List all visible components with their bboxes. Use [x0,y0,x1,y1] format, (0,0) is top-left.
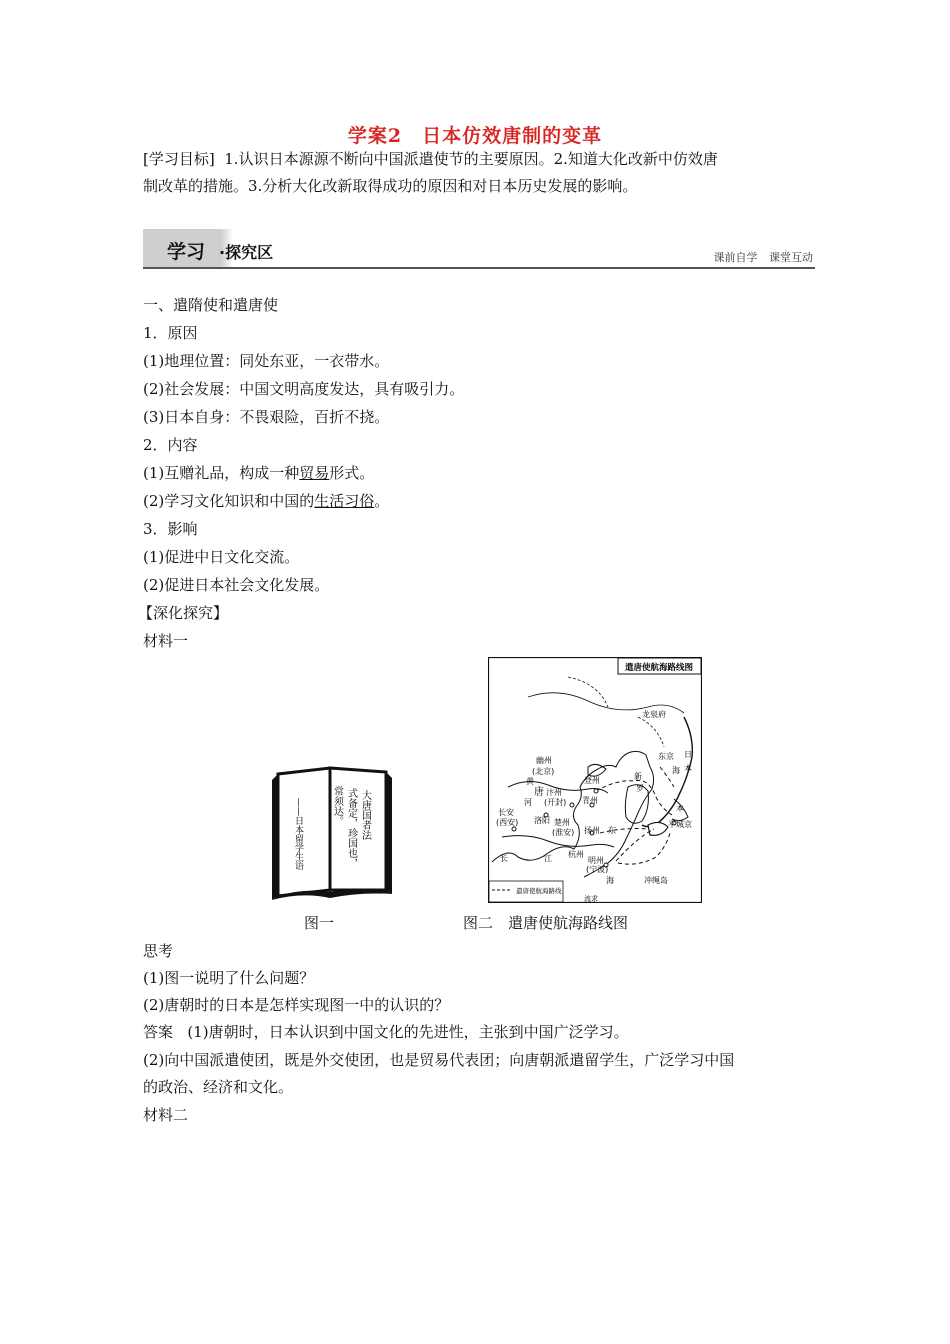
heading-content: 2．内容 [143,436,198,454]
deep-explore-heading: 【深化探究】 [138,604,229,622]
section-bar-sub: ·探究区 [219,243,274,262]
section-bar-right: 课前自学 课堂互动 [713,251,813,264]
label-kaifeng: (开封) [544,798,567,807]
label-yangzhou: 扬州 [584,826,600,835]
answer-1 [143,1021,629,1042]
answer-1-text: (1)唐朝时，日本认识到中国文化的先进性，主张到中国广泛学习。 [187,1023,629,1041]
label-huaian: (淮安) [552,828,575,837]
material-1-label: 材料一 [143,632,189,650]
question-2: (2)唐朝时的日本是怎样实现图一中的认识的？ [143,996,450,1014]
page-title: 学案2 日本仿效唐制的变革 [347,125,603,147]
label-mingzhou: 明州 [588,856,604,865]
label-liuqiu: 流求 [584,895,598,903]
reason-3: (3)日本自身：不畏艰险，百折不挠。 [143,408,390,426]
heading-1: 一、遣隋使和遣唐使 [143,296,279,314]
answer-2-line-1: (2)向中国派遣使团，既是外交使团，也是贸易代表团；向唐朝派遣留学生，广泛学习中国 [143,1051,735,1069]
answer-2-line-2: 的政治、经济和文化。 [143,1078,294,1096]
goal-line-1: 1.认识日本源源不断向中国派遣使节的主要原因。2.知道大化改新中仿效唐 [224,150,718,168]
learning-goals [143,146,823,200]
label-hai-b: 海 [606,876,614,885]
label-xian: (西安) [496,818,519,827]
think-label: 思考 [143,942,174,960]
label-longquanfu: 龙泉府 [642,710,666,719]
content-1-text: (1)互赠礼品，构成一种 [143,464,300,482]
label-hai-a: 海 [672,766,680,775]
answer-label: 答案 [143,1023,174,1041]
label-ningbo: (宁波) [586,865,609,874]
label-tang: 唐 [534,787,544,798]
map-title: 遣唐使航海路线图 [624,663,694,673]
label-beijing: (北京) [532,767,555,776]
label-changan: 长安 [498,808,514,817]
section-bar-main: 学习 [167,241,206,263]
material-2-label: 材料二 [143,1106,189,1124]
label-chongshengdao: 冲绳岛 [644,876,668,885]
section-bar [143,229,815,269]
label-riben-a: 日 [684,750,692,759]
impact-2: (2)促进日本社会文化发展。 [143,576,330,594]
label-riben-b: 本 [684,764,692,773]
label-youzhou: 幽州 [536,756,552,765]
content-1-tail: 形式。 [329,464,375,482]
figure-1-caption: 图一 [304,914,335,932]
label-he: 河 [524,798,532,807]
book-column-4: ——日本留学生语 [293,798,303,870]
content-2 [143,490,389,511]
content-1-underline: 贸易 [299,464,330,482]
question-1: (1)图一说明了什么问题？ [143,969,315,987]
label-hangzhou: 杭州 [568,850,584,859]
content-2-underline: 生活习俗 [314,492,375,510]
label-xinluo-a: 新 [634,772,642,781]
figure-2-caption: 图二 遣唐使航海路线图 [463,914,629,932]
label-qingzhou: 青州 [582,796,598,805]
label-dongjing: 东京 [658,752,674,761]
reason-2: (2)社会发展：中国文明高度发达，具有吸引力。 [143,380,465,398]
figure-2-map [488,657,702,903]
figure-1-book [268,764,396,902]
reason-1: (1)地理位置：同处东亚，一衣带水。 [143,352,390,370]
label-jiang: 江 [544,854,552,863]
heading-reason: 1．原因 [143,324,198,342]
book-column-2: 式备定，珍国也， [345,788,357,868]
content-1 [143,462,374,483]
label-xinluo-b: 罗 [636,784,644,793]
book-column-3: 常须达。 [331,786,343,826]
content-2-tail: 。 [374,492,390,510]
label-huang: 黄 [526,777,534,786]
label-dengzhou: 登州 [584,776,600,785]
impact-1: (1)促进中日文化交流。 [143,548,300,566]
label-dong: 东 [608,826,616,835]
label-ben: 本 [676,804,684,813]
label-chang: 长 [500,854,508,863]
book-column-1: 大唐国者法 [359,790,371,840]
content-2-text: (2)学习文化知识和中国的 [143,492,315,510]
goal-line-2: 制改革的措施。3.分析大化改新取得成功的原因和对日本历史发展的影响。 [143,177,638,195]
label-chuzhou: 楚州 [554,818,570,827]
heading-impact: 3．影响 [143,520,198,538]
label-luoyang: 洛阳 [534,816,550,825]
map-legend: 遣唐使航海路线 [516,887,562,895]
label-pingchengjing: 平城京 [668,820,692,829]
label-bianzhou: 汴州 [546,788,562,797]
goal-label: [学习目标] [143,150,215,168]
